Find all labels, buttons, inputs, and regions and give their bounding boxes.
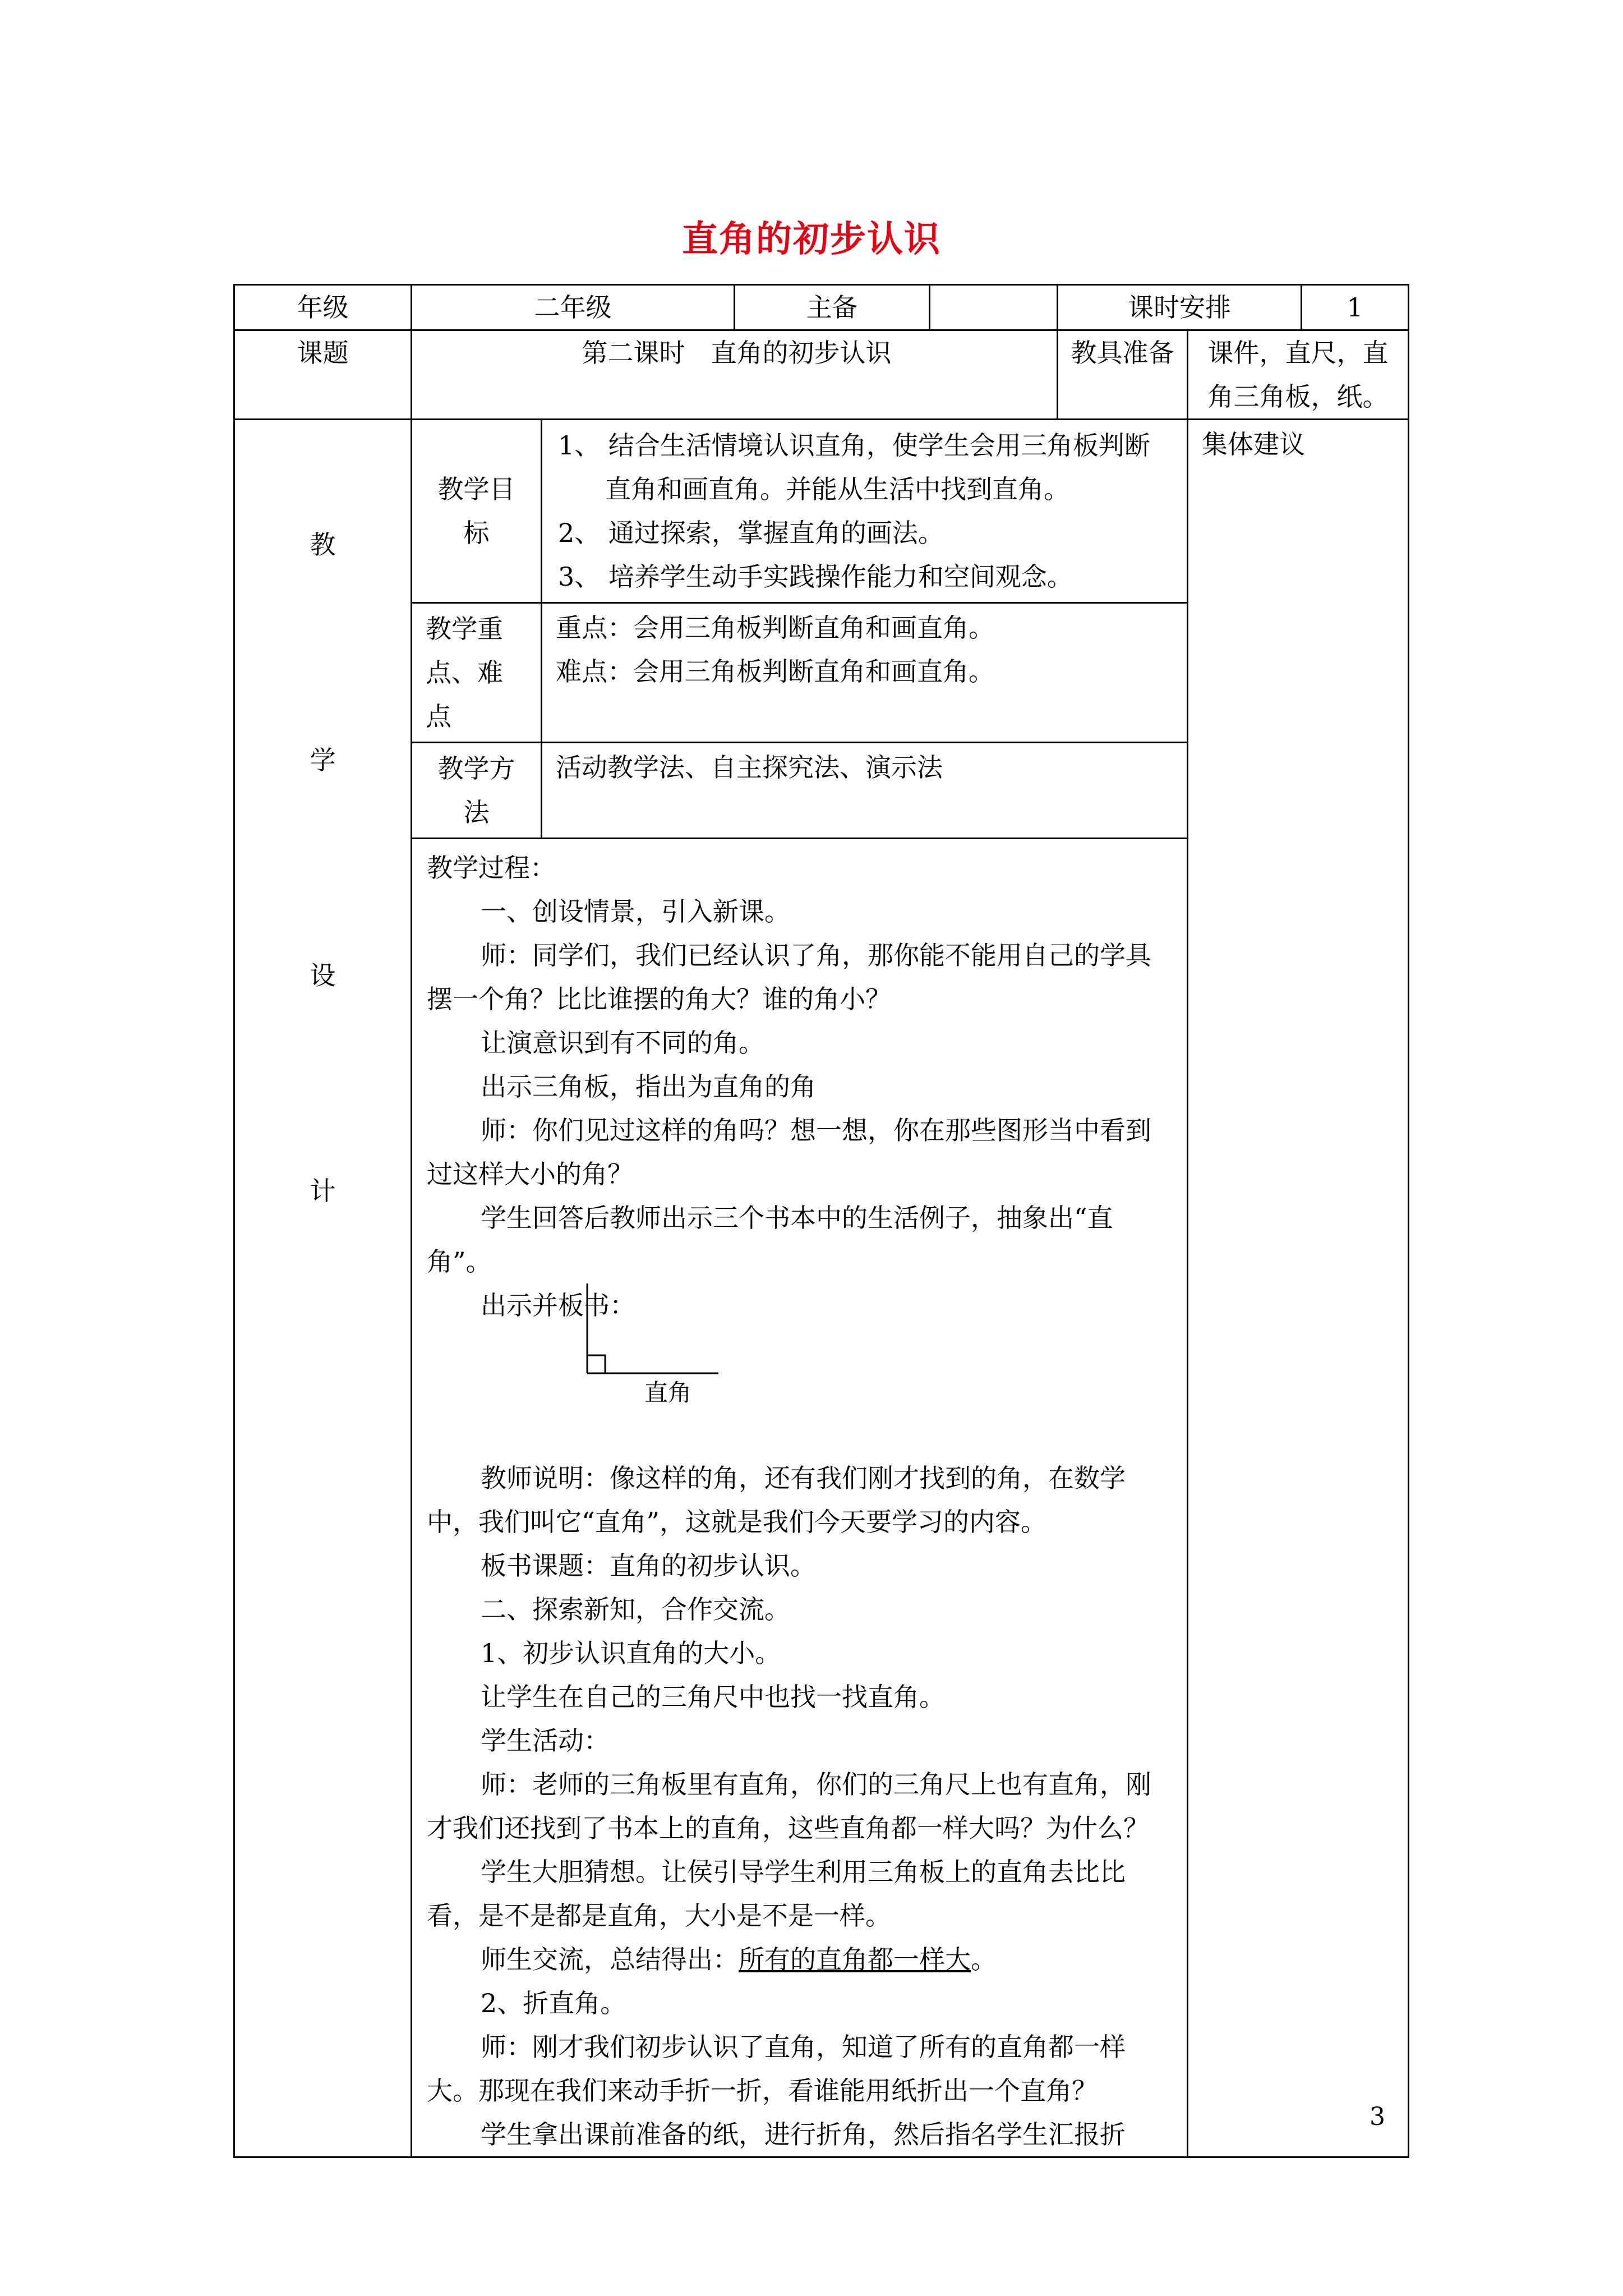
process-paragraph: 板书课题：直角的初步认识。 [481, 1550, 816, 1581]
process-paragraph: 教师说明：像这样的角，还有我们刚才找到的角，在数学中，我们叫它“直角”，这就是我们今天要学习的内容。 [427, 1463, 1126, 1537]
process-paragraph: 学生拿出课前准备的纸，进行折角，然后指名学生汇报折 [481, 2119, 1126, 2150]
right-angle-label: 直角 [644, 1379, 692, 1406]
process-paragraph: 出示并板书： [481, 1290, 635, 1320]
side-char-4: 计 [310, 1176, 336, 1206]
summary-prefix: 师生交流，总结得出： [481, 1944, 739, 1975]
topic-label: 课题 [234, 330, 412, 420]
goals-label: 教学目标 [412, 420, 542, 603]
collective-label: 集体建议 [1202, 429, 1305, 459]
teaching-design-label [234, 420, 412, 2157]
process-paragraph: 师：刚才我们初步认识了直角，知道了所有的直角都一样大。那现在我们来动手折一折，看谁能用纸折出一个直角？ [427, 2032, 1126, 2106]
goal-item-2: 2、 通过探索，掌握直角的画法。 [558, 518, 944, 548]
process-paragraph: 师：老师的三角板里有直角，你们的三角尺上也有直角，刚才我们还找到了书本上的直角，这些直角都一样大吗？为什么？ [427, 1769, 1151, 1843]
grade-value: 二年级 [412, 285, 735, 330]
lead-value [930, 285, 1058, 330]
process-paragraph: 学生回答后教师出示三个书本中的生活例子，抽象出“直角”。 [427, 1203, 1113, 1277]
process-paragraph: 1、初步认识直角的大小。 [481, 1638, 781, 1668]
summary-underlined: 所有的直角都一样大 [739, 1944, 971, 1975]
summary-suffix: 。 [971, 1944, 997, 1975]
teaching-process [412, 839, 1188, 2157]
methods-value: 活动教学法、自主探究法、演示法 [542, 743, 1188, 839]
collective-suggestion-column [1188, 420, 1409, 2157]
side-char-2: 学 [310, 745, 336, 775]
grade-label: 年级 [234, 285, 412, 330]
tools-value: 课件，直尺，直角三角板，纸。 [1188, 330, 1409, 420]
side-char-1: 教 [310, 530, 336, 560]
process-paragraph: 学生大胆猜想。让侯引导学生利用三角板上的直角去比比看，是不是都是直角，大小是不是一样。 [427, 1857, 1126, 1931]
page-number: 3 [1370, 2102, 1385, 2131]
process-paragraph: 一、创设情景，引入新课。 [481, 896, 790, 927]
topic-value: 第二课时 直角的初步认识 [412, 330, 1058, 420]
hours-value: 1 [1347, 292, 1363, 323]
process-paragraph: 2、折直角。 [481, 1988, 626, 2018]
right-angle-figure [427, 1327, 1172, 1456]
keypoints-content [542, 603, 1188, 743]
goals-content [542, 420, 1188, 603]
process-paragraph: 师：你们见过这样的角吗？想一想，你在那些图形当中看到过这样大小的角？ [427, 1115, 1151, 1189]
keypoint-line-2: 难点：会用三角板判断直角和画直角。 [556, 656, 994, 687]
hours-label: 课时安排 [1058, 286, 1302, 329]
process-paragraph: 出示三角板，指出为直角的角 [481, 1071, 816, 1102]
process-paragraph: 学生活动： [481, 1726, 610, 1756]
lead-label: 主备 [735, 285, 930, 330]
process-paragraph: 让学生在自己的三角尺中也找一找直角。 [481, 1682, 945, 1712]
side-char-3: 设 [310, 960, 336, 991]
process-paragraph: 师：同学们，我们已经认识了角，那你能不能用自己的学具摆一个角？比比谁摆的角大？谁的角小？ [427, 940, 1151, 1014]
summary-paragraph [427, 1938, 1172, 1981]
goal-item-1: 1、 结合生活情境认识直角，使学生会用三角板判断直角和画直角。并能从生活中找到直角。 [558, 430, 1150, 504]
process-paragraph: 二、探索新知，合作交流。 [481, 1594, 790, 1625]
keypoint-line-1: 重点：会用三角板判断直角和画直角。 [556, 613, 994, 643]
document-title: 直角的初步认识 [682, 218, 941, 260]
process-paragraph: 让演意识到有不同的角。 [481, 1028, 764, 1058]
goal-item-3: 3、 培养学生动手实践操作能力和空间观念。 [558, 562, 1073, 592]
tools-label: 教具准备 [1058, 330, 1188, 420]
lesson-plan-table [233, 284, 1408, 2158]
keypoints-label: 教学重点、难点 [412, 603, 542, 743]
process-heading: 教学过程： [427, 853, 556, 883]
methods-label: 教学方法 [412, 743, 542, 839]
right-angle-diagram [584, 1283, 808, 1412]
